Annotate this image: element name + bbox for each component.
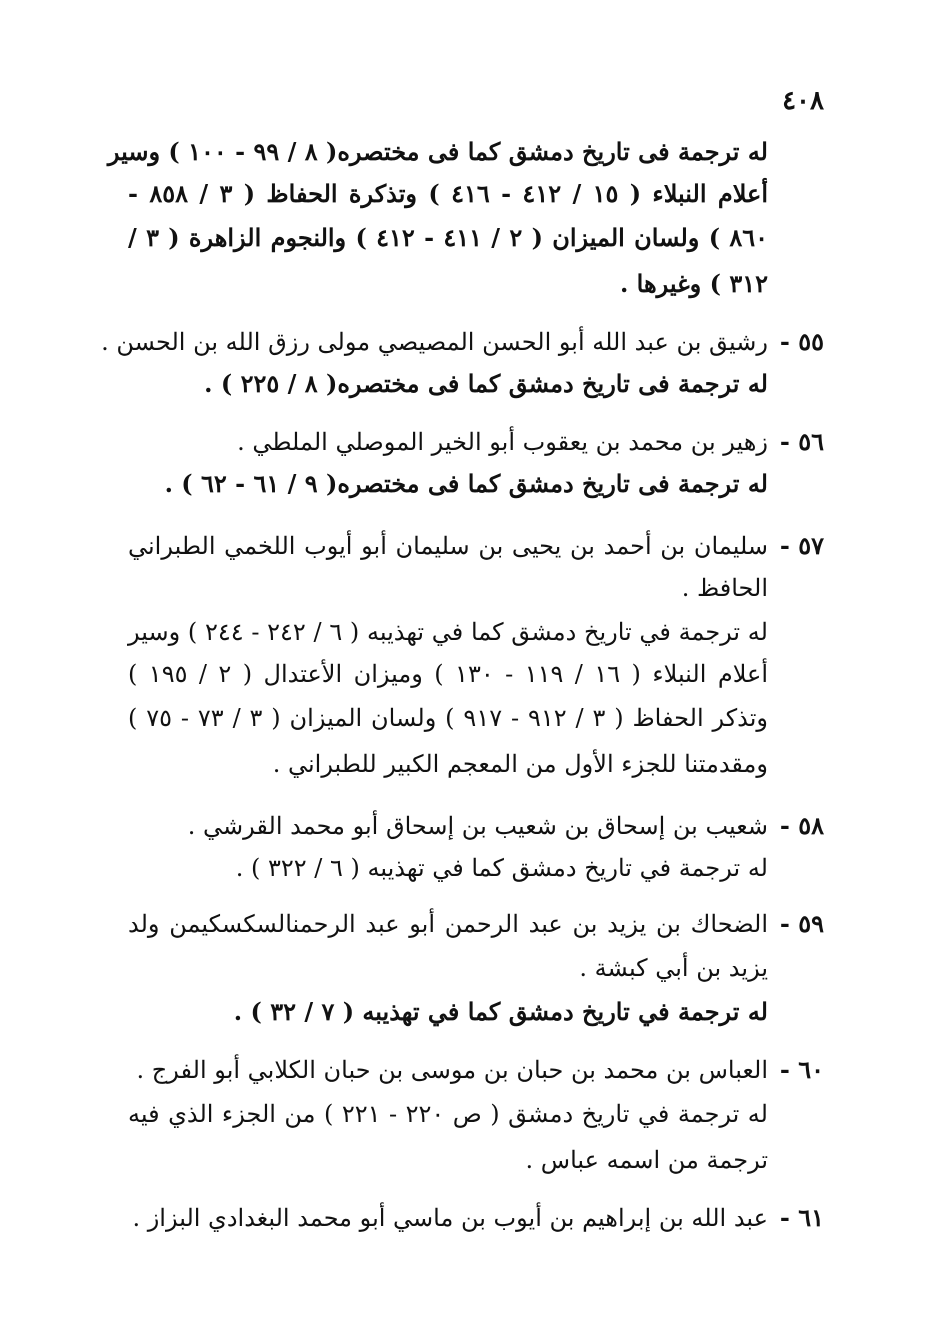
entry-reference: ومقدمتنا للجزء الأول من المعجم الكبير للطبراني . (272, 750, 768, 778)
entry-name: يزيد بن أبي كبشة . (579, 954, 768, 982)
entry-name: زهير بن محمد بن يعقوب أبو الخير الموصلي الملطي . (237, 428, 768, 456)
entry-name: رشيق بن عبد الله أبو الحسن المصيصي مولى رزق الله بن الحسن . (101, 328, 768, 356)
entry-name: سليمان بن أحمد بن يحيى بن سليمان أبو أيوب اللخمي الطبراني (128, 532, 768, 560)
entry-reference: له ترجمة فى تاريخ دمشق كما فى مختصره( ٨ / ٢٢٥ ) . (204, 369, 768, 398)
entry-reference: وتذكر الحفاظ ( ٣ / ٩١٢ - ٩١٧ ) ولسان الميزان ( ٣ / ٧٣ - ٧٥ ) (128, 704, 769, 732)
entry-number: ٦٠ - (779, 1055, 824, 1084)
intro-line: أعلام النبلاء ( ١٥ / ٤١٢ - ٤١٦ ) وتذكرة الحفاظ ( ٣ / ٨٥٨ - (128, 179, 769, 208)
entry-number: ٥٩ - (779, 909, 824, 938)
entry-name: شعيب بن إسحاق بن شعيب بن إسحاق أبو محمد القرشي . (187, 812, 768, 840)
entry-reference: له ترجمة في تاريخ دمشق كما في تهذيبه ( ٧ / ٣٢ ) . (233, 997, 768, 1026)
entry-name: عبد الله بن إبراهيم بن أيوب بن ماسي أبو محمد البغدادي البزاز . (132, 1204, 768, 1232)
intro-line: ٨٦٠ ) ولسان الميزان ( ٢ / ٤١١ - ٤١٢ ) والنجوم الزاهرة ( ٣ / (128, 223, 769, 252)
entry-number: ٥٧ - (779, 531, 824, 560)
intro-line: له ترجمة فى تاريخ دمشق كما فى مختصره( ٨ / ٩٩ - ١٠٠ ) وسير (107, 137, 768, 166)
page-number: ٤٠٨ (782, 86, 824, 116)
entry-number: ٥٥ - (779, 327, 824, 356)
entry-name: الضحاك بن يزيد بن عبد الرحمن أبو عبد الرحمنالسكسكيمن ولد (128, 910, 768, 938)
entry-name: الحافظ . (681, 574, 768, 602)
entry-reference: له ترجمة فى تاريخ دمشق كما فى مختصره( ٩ / ٦١ - ٦٢ ) . (164, 469, 768, 498)
entry-name: العباس بن محمد بن حبان بن موسى بن حبان الكلابي أبو الفرج . (136, 1056, 768, 1084)
entry-number: ٥٦ - (779, 427, 824, 456)
entry-reference: له ترجمة في تاريخ دمشق كما في تهذيبه ( ٦ / ٣٢٢ ) . (235, 854, 768, 882)
entry-number: ٥٨ - (779, 811, 824, 840)
entry-reference: أعلام النبلاء ( ١٦ / ١١٩ - ١٣٠ ) وميزان الأعتدال ( ٢ / ١٩٥ ) (128, 660, 769, 688)
entry-reference: له ترجمة في تاريخ دمشق ( ص ٢٢٠ - ٢٢١ ) من الجزء الذي فيه (128, 1100, 768, 1128)
entry-reference: له ترجمة في تاريخ دمشق كما في تهذيبه ( ٦ / ٢٤٢ - ٢٤٤ ) وسير (128, 618, 768, 646)
intro-line: ٣١٢ ) وغيرها . (619, 269, 768, 298)
entry-number: ٦١ - (779, 1203, 824, 1232)
entry-reference: ترجمة من اسمه عباس . (525, 1146, 768, 1174)
